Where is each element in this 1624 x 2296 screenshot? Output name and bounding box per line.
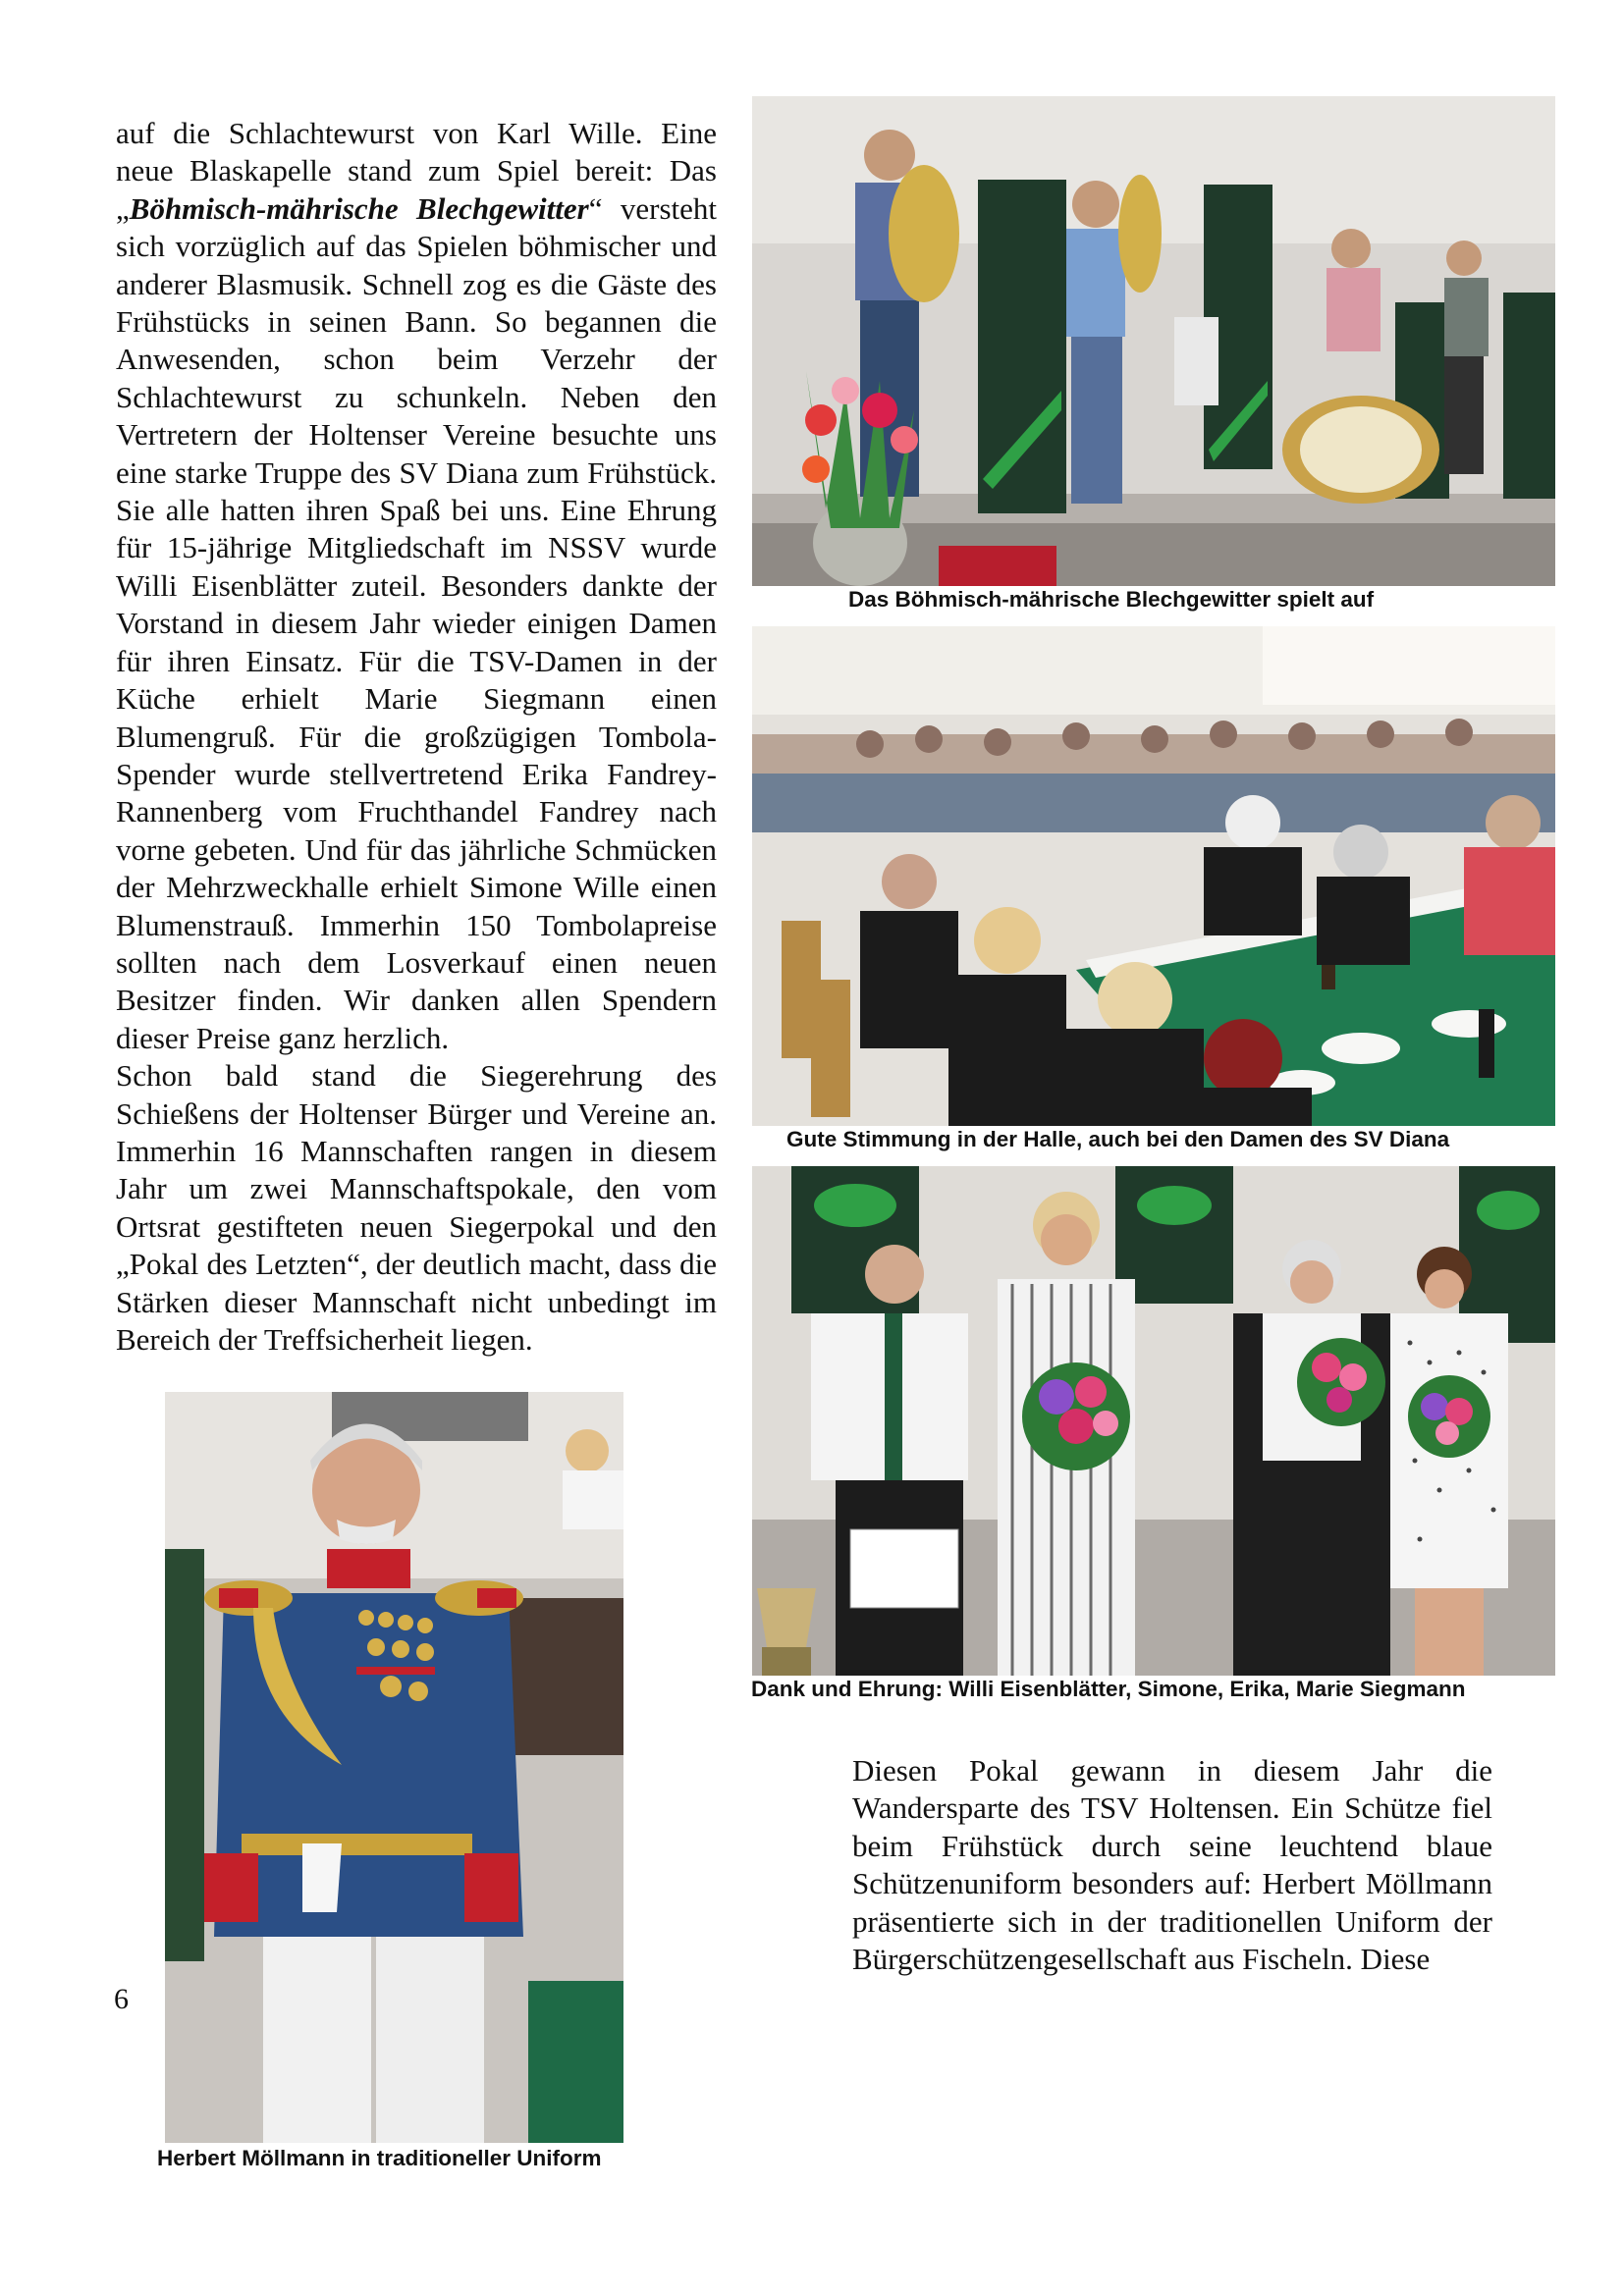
photo-band-illustration [752, 96, 1555, 586]
paragraph-shooting: Schon bald stand die Siegerehrung des Schießens der Holtenser Bürger und Vereine an. Immerhin 16 Mannschaften rangen in diesem Jahr um zwei Mannschaftspokale, den vom Ortsrat gestifteten neuen Siegerpokal und den „Pokal des Letzten“, der deutlich macht, dass die Stärken dieser Mannschaft nicht unbedingt im Bereich der Treffsicherheit liegen. [116, 1058, 717, 1357]
caption-uniform: Herbert Möllmann in traditioneller Uniform [157, 2146, 602, 2170]
photo-honors-illustration [752, 1166, 1555, 1676]
text-segment: “ versteht sich vorzüglich auf das Spielen böhmischer und anderer Blasmusik. Schnell zog es die Gäste des Frühstücks in seinen Bann. So begannen die Anwesenden, schon beim Verzehr der Schlachtewurst zu schunkeln. Neben den Vertretern der Holtenser Vereine besuchte uns eine starke Truppe des SV Diana zum Frühstück. Sie alle hatten ihren Spaß bei uns. Eine Ehrung für 15-jährige Mitgliedschaft im NSSV wurde Willi Eisenblätter zuteil. Besonders dankte der Vorstand in diesem Jahr wieder einigen Damen für ihren Einsatz. Für die TSV-Damen in der Küche erhielt Marie Siegmann einen Blumengruß. Für die großzügigen Tombola-Spender wurde stellvertretend Erika Fandrey-Rannenberg vom Fruchthandel Fandrey nach vorne gebeten. Und für das jährliche Schmücken der Mehrzweckhalle erhielt Simone Wille einen Blumenstrauß. Immerhin 150 Tombolapreise sollten nach dem Losverkauf einen neuen Besitzer finden. Wir danken allen Spendern dieser Preise ganz herzlich. [116, 190, 717, 1055]
photo-uniform-illustration [165, 1392, 623, 2143]
caption-band: Das Böhmisch-mährische Blechgewitter spielt auf [848, 587, 1375, 612]
page-number: 6 [114, 1983, 129, 2015]
photo-hall [752, 626, 1555, 1126]
article-right-column [852, 1752, 1492, 1978]
caption-hall: Gute Stimmung in der Halle, auch bei den Damen des SV Diana [786, 1127, 1450, 1151]
text-segment: auf die Schlachtewurst von Karl Wille. Eine neue Blaskapelle stand zum Spiel bereit: Das „ [116, 116, 717, 226]
band-name: Böhmisch-mährische Blechgewitter [129, 190, 589, 226]
photo-uniform [165, 1392, 623, 2143]
photo-hall-illustration [752, 626, 1555, 1126]
paragraph-pokal: Diesen Pokal gewann in diesem Jahr die Wandersparte des TSV Holtensen. Ein Schütze fiel beim Frühstück durch seine leuchtend blaue Schützenuniform besonders auf: Herbert Möllmann präsentierte sich in der traditionellen Uniform der Bürgerschützengesellschaft aus Fischeln. Diese [852, 1753, 1492, 1977]
paragraph-band [116, 115, 717, 1057]
photo-honors [752, 1166, 1555, 1676]
article-left-column [116, 115, 717, 1359]
caption-honors: Dank und Ehrung: Willi Eisenblätter, Simone, Erika, Marie Siegmann [751, 1677, 1466, 1701]
photo-band [752, 96, 1555, 586]
